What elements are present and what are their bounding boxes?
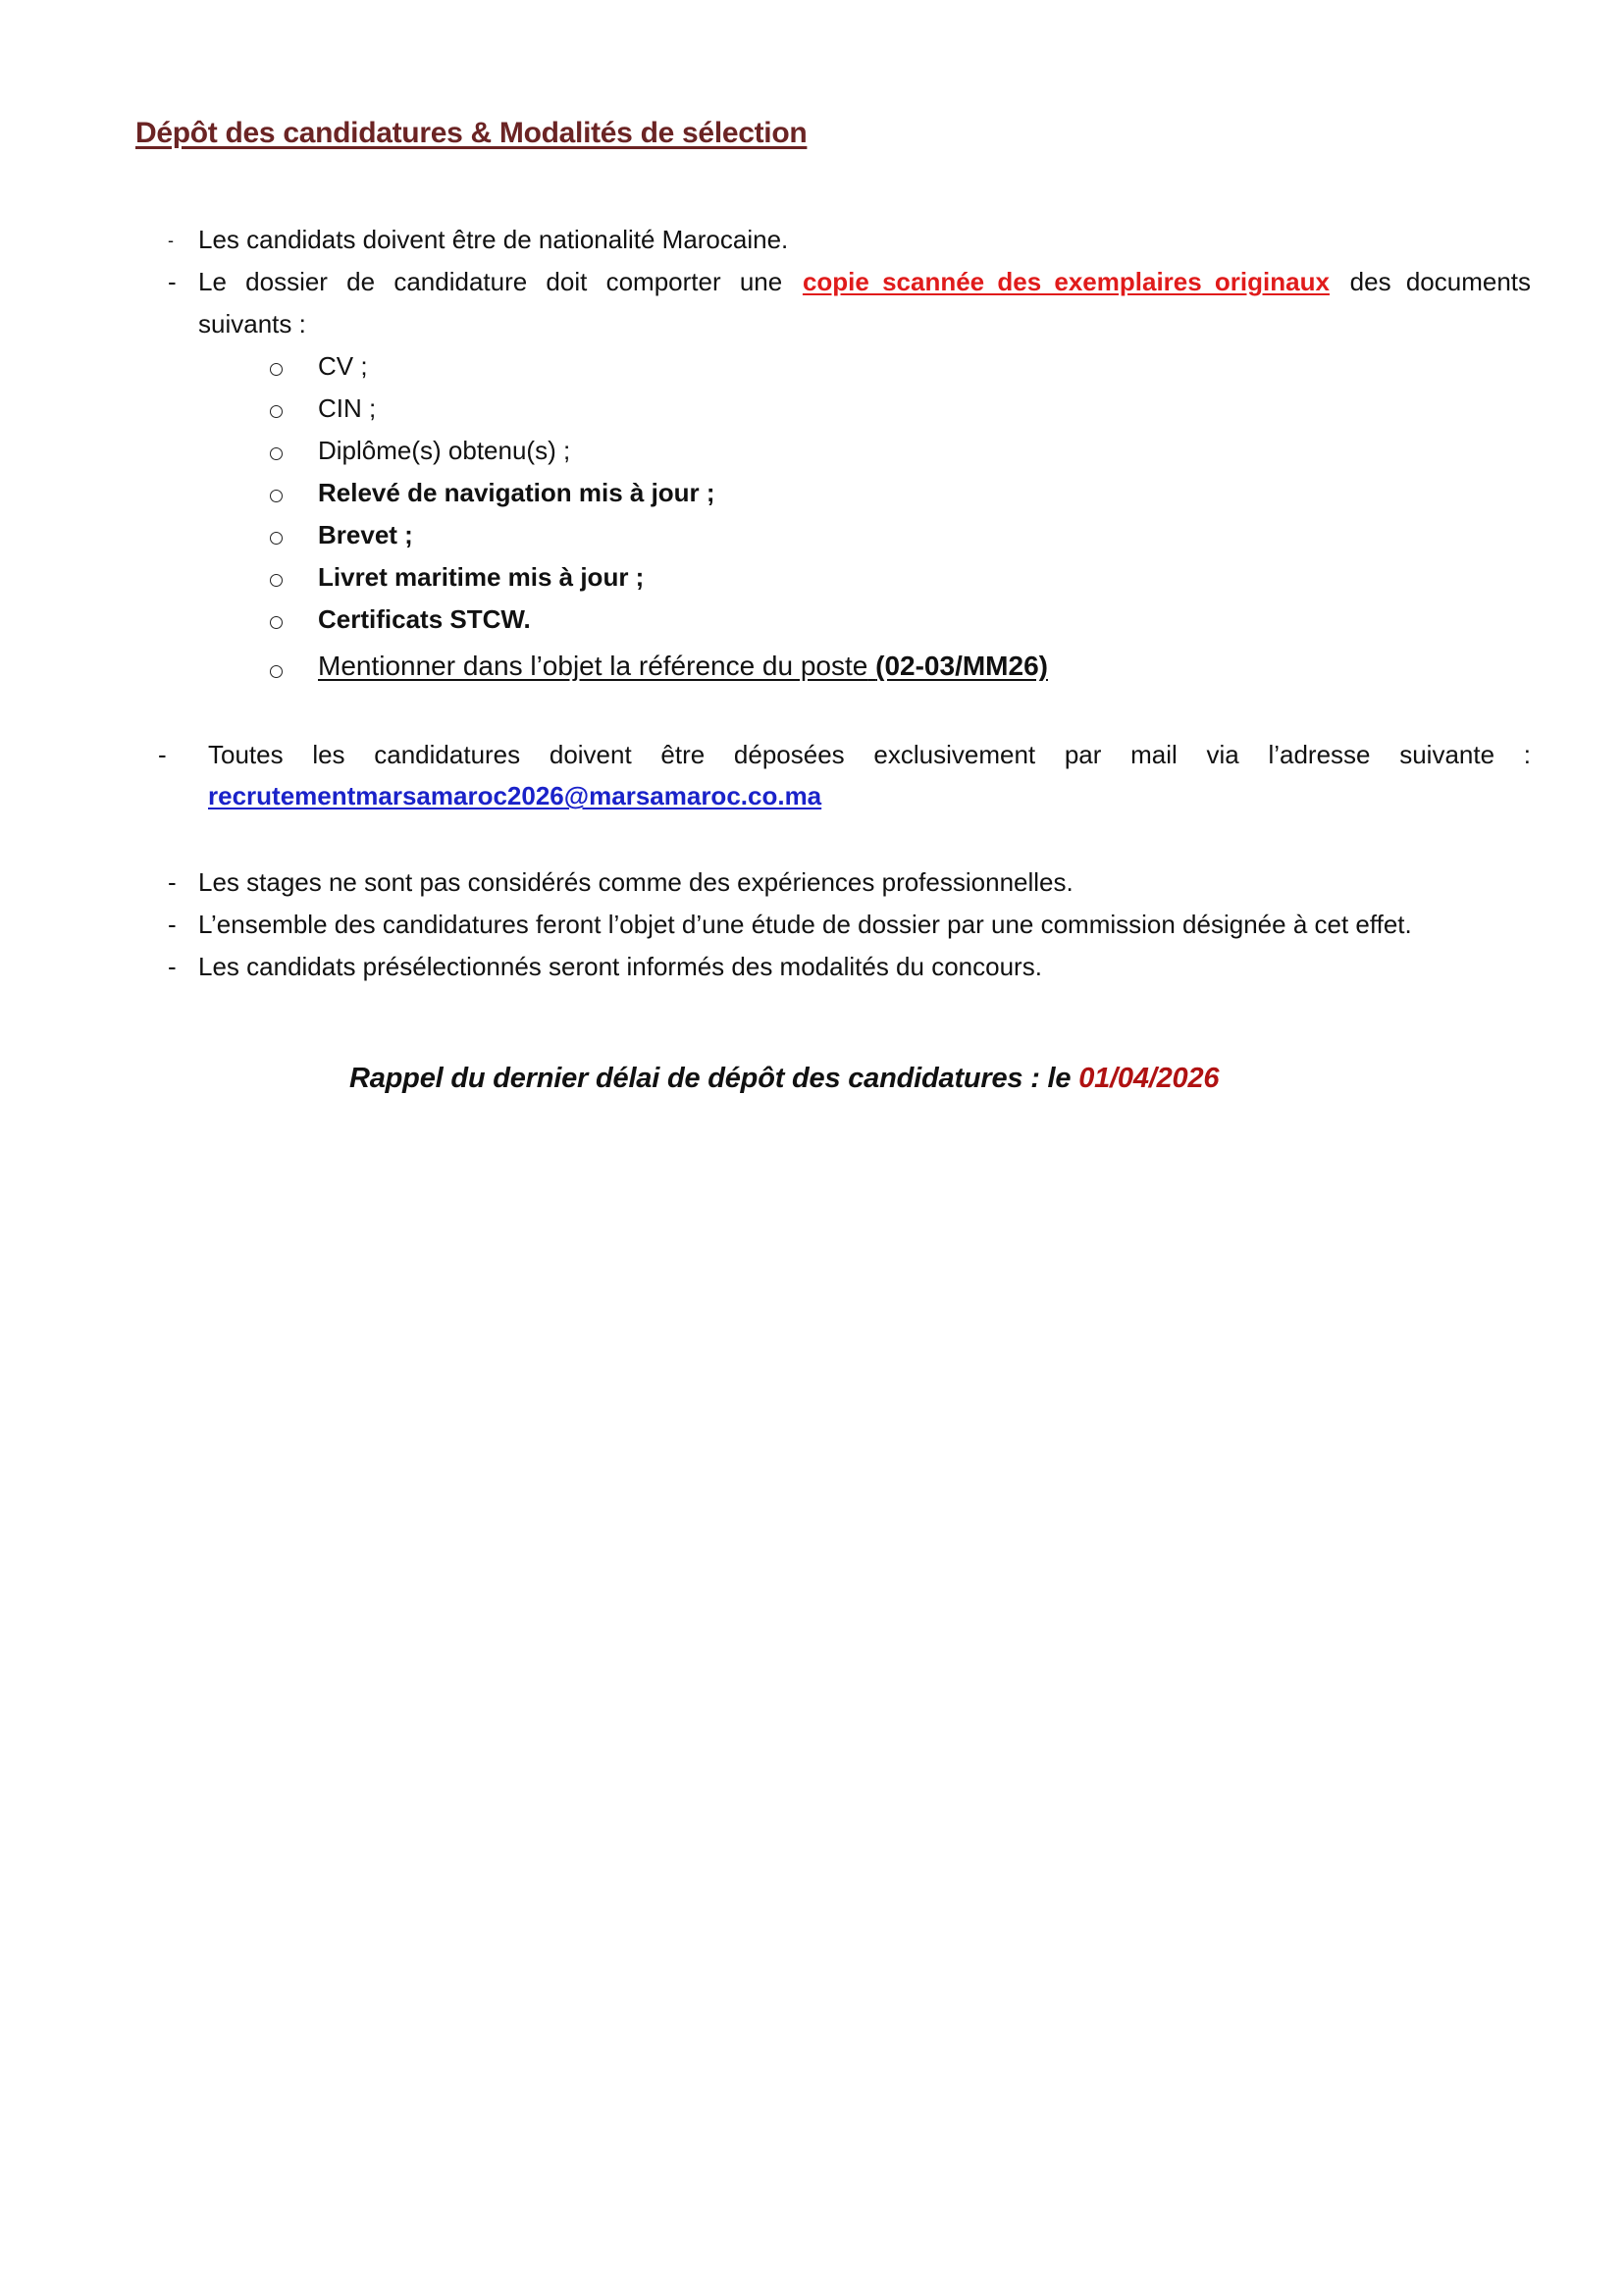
original-copies-highlight: copie scannée des exemplaires originaux	[802, 267, 1330, 296]
deadline-reminder	[349, 1063, 1219, 1095]
reminder-text: Rappel du dernier délai de dépôt des candidatures : le	[349, 1063, 1072, 1094]
document-item: CV ;	[318, 351, 368, 381]
submission-word: candidatures	[374, 740, 521, 769]
note-item: Les candidats présélectionnés seront informés des modalités du concours.	[198, 952, 1042, 981]
dossier-requirement	[198, 267, 1531, 296]
submission-word: Toutes	[208, 740, 284, 769]
submission-instruction	[208, 740, 1531, 769]
submission-word: doivent	[549, 740, 632, 769]
document-item: Diplôme(s) obtenu(s) ;	[318, 436, 571, 465]
bullet-dash: -	[168, 952, 177, 981]
section-title: Dépôt des candidatures & Modalités de sélection	[135, 117, 808, 149]
dossier-continuation: suivants :	[198, 309, 306, 339]
document-item: Certificats STCW.	[318, 604, 531, 634]
bullet-circle-icon	[270, 490, 283, 502]
submission-word: :	[1523, 740, 1531, 769]
submission-word: être	[660, 740, 706, 769]
bullet-dash: -	[158, 740, 167, 769]
email-line	[208, 781, 821, 810]
submission-word: déposées	[733, 740, 845, 769]
dossier-prefix: Le dossier de candidature doit comporter une	[198, 267, 783, 296]
submission-word: par	[1064, 740, 1102, 769]
bullet-circle-icon	[270, 532, 283, 545]
submission-word: via	[1206, 740, 1239, 769]
note-item: Les stages ne sont pas considérés comme des expériences professionnelles.	[198, 867, 1074, 897]
recruitment-email-link[interactable]: recrutementmarsamaroc2026@marsamaroc.co.ma	[208, 781, 822, 810]
bullet-dash: -	[168, 267, 177, 296]
document-item: Brevet ;	[318, 520, 413, 549]
bullet-circle-icon	[270, 405, 283, 418]
submission-word: l’adresse	[1268, 740, 1371, 769]
dossier-suffix: des documents	[1349, 267, 1531, 296]
nationality-requirement: Les candidats doivent être de nationalité Marocaine.	[198, 225, 789, 254]
document-item: Relevé de navigation mis à jour ;	[318, 478, 715, 507]
submission-word: exclusivement	[873, 740, 1036, 769]
bullet-circle-icon	[270, 447, 283, 460]
reference-code: (02-03/MM26)	[875, 651, 1048, 681]
bullet-dash: -	[168, 231, 174, 250]
bullet-circle-icon	[270, 665, 283, 678]
bullet-dash: -	[168, 910, 177, 939]
submission-word: mail	[1130, 740, 1178, 769]
note-item: L’ensemble des candidatures feront l’objet d’une étude de dossier par une commission désignée à cet effet.	[198, 910, 1412, 939]
document-item: CIN ;	[318, 393, 377, 423]
bullet-circle-icon	[270, 616, 283, 629]
submission-word: suivante	[1399, 740, 1495, 769]
reference-instruction	[318, 652, 1048, 681]
reference-text: Mentionner dans l’objet la référence du poste	[318, 651, 868, 681]
bullet-dash: -	[168, 867, 177, 897]
bullet-circle-icon	[270, 363, 283, 376]
deadline-date: 01/04/2026	[1078, 1063, 1220, 1094]
document-item: Livret maritime mis à jour ;	[318, 562, 645, 592]
submission-word: les	[312, 740, 345, 769]
bullet-circle-icon	[270, 574, 283, 587]
